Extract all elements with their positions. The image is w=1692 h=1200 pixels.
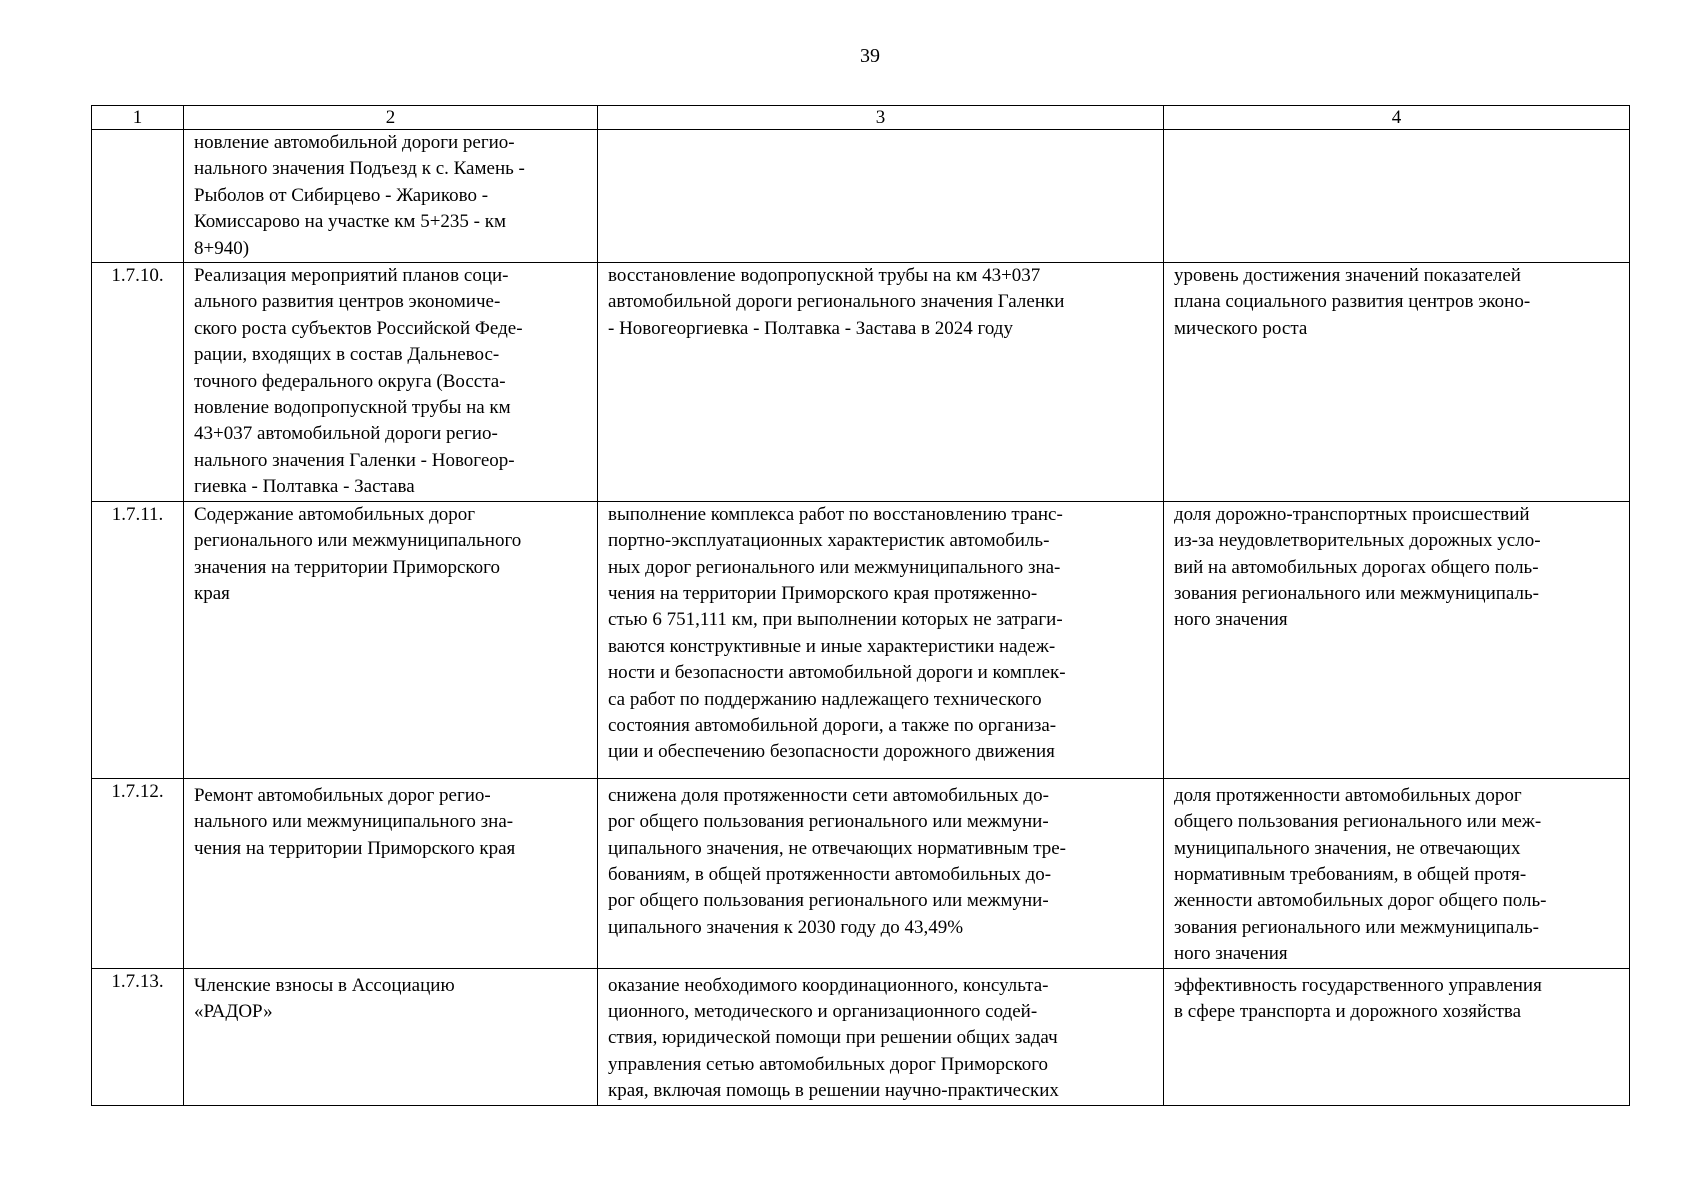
indicator-cell: доля дорожно-транспортных происшествий из-за неудовлетворительных дорожных усло- вий на автомобильных дорогах общего поль- зования регионального или межмуниципаль- ного значения xyxy=(1164,501,1630,778)
event-name-cell: Членские взносы в Ассоциацию «РАДОР» xyxy=(184,968,598,1105)
column-header-1: 1 xyxy=(92,106,184,130)
table-row xyxy=(92,130,1630,263)
column-header-4: 4 xyxy=(1164,106,1630,130)
event-name-cell: Ремонт автомобильных дорог регио- нального или межмуниципального зна- чения на территории Приморского края xyxy=(184,778,598,968)
table-row xyxy=(92,501,1630,778)
row-number: 1.7.12. xyxy=(92,778,184,968)
row-number: 1.7.10. xyxy=(92,263,184,502)
indicator-cell xyxy=(1164,130,1630,263)
result-cell xyxy=(598,130,1164,263)
indicator-cell: доля протяженности автомобильных дорог общего пользования регионального или меж- муниципального значения, не отвечающих нормативным требованиям, в общей протя- женности автомобильных дорог общего поль- зования регионального или межмуниципаль- ного значения xyxy=(1164,778,1630,968)
row-number xyxy=(92,130,184,263)
program-table xyxy=(91,105,1630,1106)
result-cell: восстановление водопропускной трубы на км 43+037 автомобильной дороги регионального значения Галенки - Новогеоргиевка - Полтавка - Застава в 2024 году xyxy=(598,263,1164,502)
table-row xyxy=(92,968,1630,1105)
event-name-cell: новление автомобильной дороги регио- нального значения Подъезд к с. Камень - Рыболов от Сибирцево - Жариково - Комиссарово на участке км 5+235 - км 8+940) xyxy=(184,130,598,263)
result-cell: оказание необходимого координационного, консульта- ционного, методического и организационного содей- ствия, юридической помощи при решении общих задач управления сетью автомобильных дорог Приморского края, включая помощь в решении научно-практических xyxy=(598,968,1164,1105)
event-name-cell: Содержание автомобильных дорог регионального или межмуниципального значения на территории Приморского края xyxy=(184,501,598,778)
event-name-cell: Реализация мероприятий планов соци- ального развития центров экономиче- ского роста субъектов Российской Феде- рации, входящих в состав Дальневос- точного федерального округа (Восста- новление водопропускной трубы на км 43+037 автомобильной дороги регио- нального значения Галенки - Новогеор- гиевка - Полтавка - Застава xyxy=(184,263,598,502)
page-number: 39 xyxy=(860,45,880,67)
table-header-row xyxy=(92,106,1630,130)
result-cell: выполнение комплекса работ по восстановлению транс- портно-эксплуатационных характеристик автомобиль- ных дорог регионального или межмуниципального зна- чения на территории Приморского края протяженно- стью 6 751,111 км, при выполнении которых не затраги- ваются конструктивные и иные характеристики надеж- ности и безопасности автомобильной дороги и комплек- са работ по поддержанию надлежащего технического состояния автомобильной дороги, а также по организа- ции и обеспечению безопасности дорожного движения xyxy=(598,501,1164,778)
row-number: 1.7.13. xyxy=(92,968,184,1105)
row-number: 1.7.11. xyxy=(92,501,184,778)
column-header-3: 3 xyxy=(598,106,1164,130)
table-row xyxy=(92,778,1630,968)
column-header-2: 2 xyxy=(184,106,598,130)
table-row xyxy=(92,263,1630,502)
result-cell: снижена доля протяженности сети автомобильных до- рог общего пользования регионального или межмуни- ципального значения, не отвечающих нормативным тре- бованиям, в общей протяженности автомобильных до- рог общего пользования регионального или межмуни- ципального значения к 2030 году до 43,49% xyxy=(598,778,1164,968)
indicator-cell: эффективность государственного управления в сфере транспорта и дорожного хозяйства xyxy=(1164,968,1630,1105)
indicator-cell: уровень достижения значений показателей плана социального развития центров эконо- мического роста xyxy=(1164,263,1630,502)
